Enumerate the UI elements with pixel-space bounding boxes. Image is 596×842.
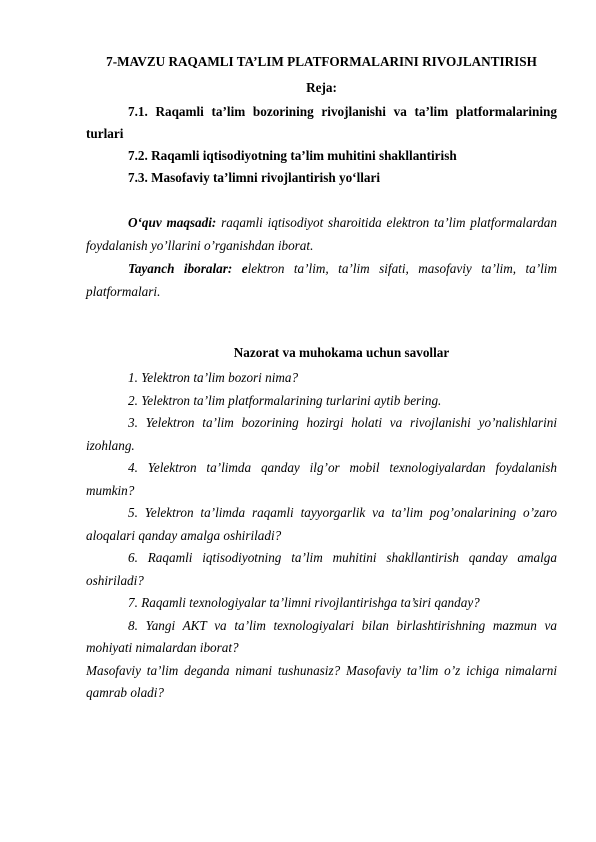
plan-item: 7.1. Raqamli ta’lim bozorining rivojlanishi va ta’lim platformalarining turlari <box>86 104 557 141</box>
plan-item: 7.3. Masofaviy ta’limni rivojlantirish yo‘llari <box>128 170 381 185</box>
keywords-text: lektron ta’lim, ta’lim sifati, masofaviy ta’lim, ta’lim platformalari. <box>86 261 557 299</box>
plan-item: 7.2. Raqamli iqtisodiyotning ta’lim muhitini shakllantirish <box>128 148 457 163</box>
plan-heading: Reja: <box>306 80 337 95</box>
question-item: 4. Yelektron ta’limda qanday ilg’or mobil texnologiyalardan foydalanish mumkin? <box>86 460 557 498</box>
question-item-final: Masofaviy ta’lim deganda nimani tushunasiz? Masofaviy ta’lim o’z ichiga nimalarni qamrab oladi? <box>86 662 557 700</box>
keywords-label: Tayanch iboralar: e <box>128 261 248 276</box>
question-item: 5. Yelektron ta’limda raqamli tayyorgarlik va ta’lim pog’onalarining o’zaro aloqalari qanday amalga oshiriladi? <box>86 505 557 543</box>
question-item: 8. Yangi AKT va ta’lim texnologiyalari bilan birlashtirishning mazmun va mohiyati nimalardan iborat? <box>86 617 557 655</box>
question-item: 7. Raqamli texnologiyalar ta’limni rivojlantirishga ta’siri qanday? <box>128 595 480 610</box>
document-page <box>86 52 557 705</box>
question-item: 1. Yelektron ta’lim bozori nima? <box>128 370 299 385</box>
questions-heading: Nazorat va muhokama uchun savollar <box>233 345 450 360</box>
goal-label: O‘quv maqsadi: <box>128 215 217 230</box>
question-item: 6. Raqamli iqtisodiyotning ta’lim muhitini shakllantirish qanday amalga oshiriladi? <box>86 550 557 588</box>
goal-paragraph <box>86 211 557 257</box>
question-item: 2. Yelektron ta’lim platformalarining turlarini aytib bering. <box>128 392 442 408</box>
keywords-paragraph <box>86 257 557 303</box>
question-item: 3. Yelektron ta’lim bozorining hozirgi holati va rivojlanishi yo’nalishlarini izohlang. <box>86 415 557 453</box>
goal-text: raqamli iqtisodiyot sharoitida elektron ta’lim platformalardan foydalanish yo’llarini o’rganishdan iborat. <box>86 215 557 253</box>
page-title: 7-MAVZU RAQAMLI TA’LIM PLATFORMALARINI RIVOJLANTIRISH <box>106 54 537 69</box>
